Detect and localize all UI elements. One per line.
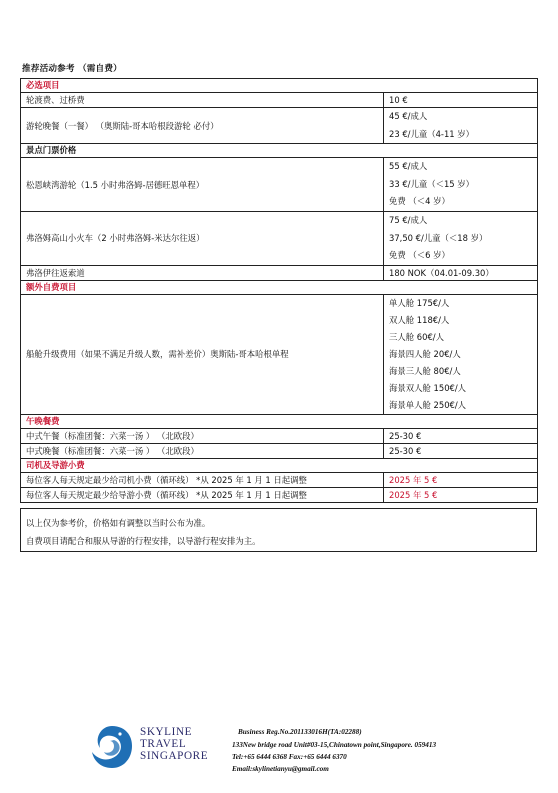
table-row xyxy=(21,487,538,502)
dragon-logo-icon xyxy=(90,724,134,770)
page-heading: 推荐活动参考 （需自费） xyxy=(22,64,122,74)
price-line: 双人舱 118€/人 xyxy=(389,314,450,325)
section-row-tips xyxy=(21,458,538,472)
section-row-extra xyxy=(21,280,538,294)
business-reg: Business Reg.No.201133016H(TA:02288) xyxy=(238,728,362,736)
item-cell: 弗洛伊往返索道 xyxy=(21,265,384,280)
price-cell: 25-30 € xyxy=(384,428,538,443)
item-cell: 中式晚餐（标准团餐：六菜一汤 ） （北欧段） xyxy=(21,443,384,458)
price-line: 45 €/成人 xyxy=(389,111,428,121)
price-cell xyxy=(384,108,538,144)
price-line: 免费 （＜6 岁） xyxy=(389,250,450,261)
item-cell: 游轮晚餐（一餐） （奥斯陆-哥本哈根段游轮 必付） xyxy=(21,108,384,144)
price-line: 三人舱 60€/人 xyxy=(389,331,444,342)
table-row xyxy=(21,428,538,443)
table-row xyxy=(21,108,538,144)
section-title-extra: 额外自费项目 xyxy=(21,280,538,294)
item-cell: 船舱升级费用（如果不满足升级人数，需补差价）奥斯陆-哥本哈根单程 xyxy=(21,294,384,414)
item-cell: 轮渡费、过桥费 xyxy=(21,93,384,108)
price-cell: 10 € xyxy=(384,93,538,108)
price-line: 海景双人舱 150€/人 xyxy=(389,382,467,393)
price-cell: 2025 年 5 € xyxy=(384,472,538,487)
company-phone: Tel:+65 6444 6368 Fax:+65 6444 6370 xyxy=(232,753,347,761)
price-line: 33 €/儿童（＜15 岁） xyxy=(389,178,475,189)
company-address: 133New bridge road Unit#03-15,Chinatown point,Singapore. 059413 xyxy=(232,741,437,749)
table-row xyxy=(21,265,538,280)
price-line: 海景三人舱 80€/人 xyxy=(389,365,461,376)
company-email: Email:skylinetianyu@gmail.com xyxy=(232,765,329,773)
item-cell: 中式午餐（标准团餐：六菜一汤 ） （北欧段） xyxy=(21,428,384,443)
table-row xyxy=(21,211,538,265)
item-cell: 每位客人每天规定最少给导游小费（循环线） *从 2025 年 1 月 1 日起调整 xyxy=(21,487,384,502)
item-cell: 每位客人每天规定最少给司机小费（循环线） *从 2025 年 1 月 1 日起调整 xyxy=(21,472,384,487)
price-line: 55 €/成人 xyxy=(389,161,428,172)
table-row xyxy=(21,93,538,108)
section-title-tips: 司机及导游小费 xyxy=(21,458,538,472)
price-line: 免费 （＜4 岁） xyxy=(389,196,450,207)
price-line: 海景单人舱 250€/人 xyxy=(389,399,467,410)
section-title-mandatory: 必选项目 xyxy=(21,79,538,93)
price-line: 23 €/儿童（4-11 岁） xyxy=(389,128,475,139)
notes-box xyxy=(20,508,537,552)
note-line: 自费项目请配合和服从导游的行程安排，以导游行程安排为主。 xyxy=(26,536,261,546)
section-title-meals: 午晚餐费 xyxy=(21,414,538,428)
price-line: 37,50 €/儿童（＜18 岁） xyxy=(389,232,488,243)
price-line: 单人舱 175€/人 xyxy=(389,297,450,308)
price-cell: 180 NOK（04.01-09.30） xyxy=(384,265,538,280)
brand-name xyxy=(140,726,208,762)
price-cell: 25-30 € xyxy=(384,443,538,458)
brand-line: SKYLINE xyxy=(140,726,193,738)
section-row-tickets xyxy=(21,144,538,158)
table-row xyxy=(21,443,538,458)
table-row xyxy=(21,294,538,414)
note-line: 以上仅为参考价，价格如有调整以当时公布为准。 xyxy=(26,518,211,528)
price-cell xyxy=(384,158,538,212)
fee-table xyxy=(20,78,538,503)
item-cell: 松恩峡湾游轮（1.5 小时弗洛姆-居德旺恩单程） xyxy=(21,158,384,212)
price-cell: 2025 年 5 € xyxy=(384,487,538,502)
table-row xyxy=(21,472,538,487)
price-cell xyxy=(384,211,538,265)
section-title-tickets: 景点门票价格 xyxy=(21,144,538,158)
item-cell: 弗洛姆高山小火车（2 小时弗洛姆-米达尔往返） xyxy=(21,211,384,265)
price-line: 海景四人舱 20€/人 xyxy=(389,348,461,359)
section-row-meals xyxy=(21,414,538,428)
price-cell xyxy=(384,294,538,414)
table-row xyxy=(21,158,538,212)
brand-line: SINGAPORE xyxy=(140,750,209,762)
section-row-mandatory xyxy=(21,79,538,93)
price-line: 75 €/成人 xyxy=(389,214,428,225)
brand-line: TRAVEL xyxy=(140,738,187,750)
